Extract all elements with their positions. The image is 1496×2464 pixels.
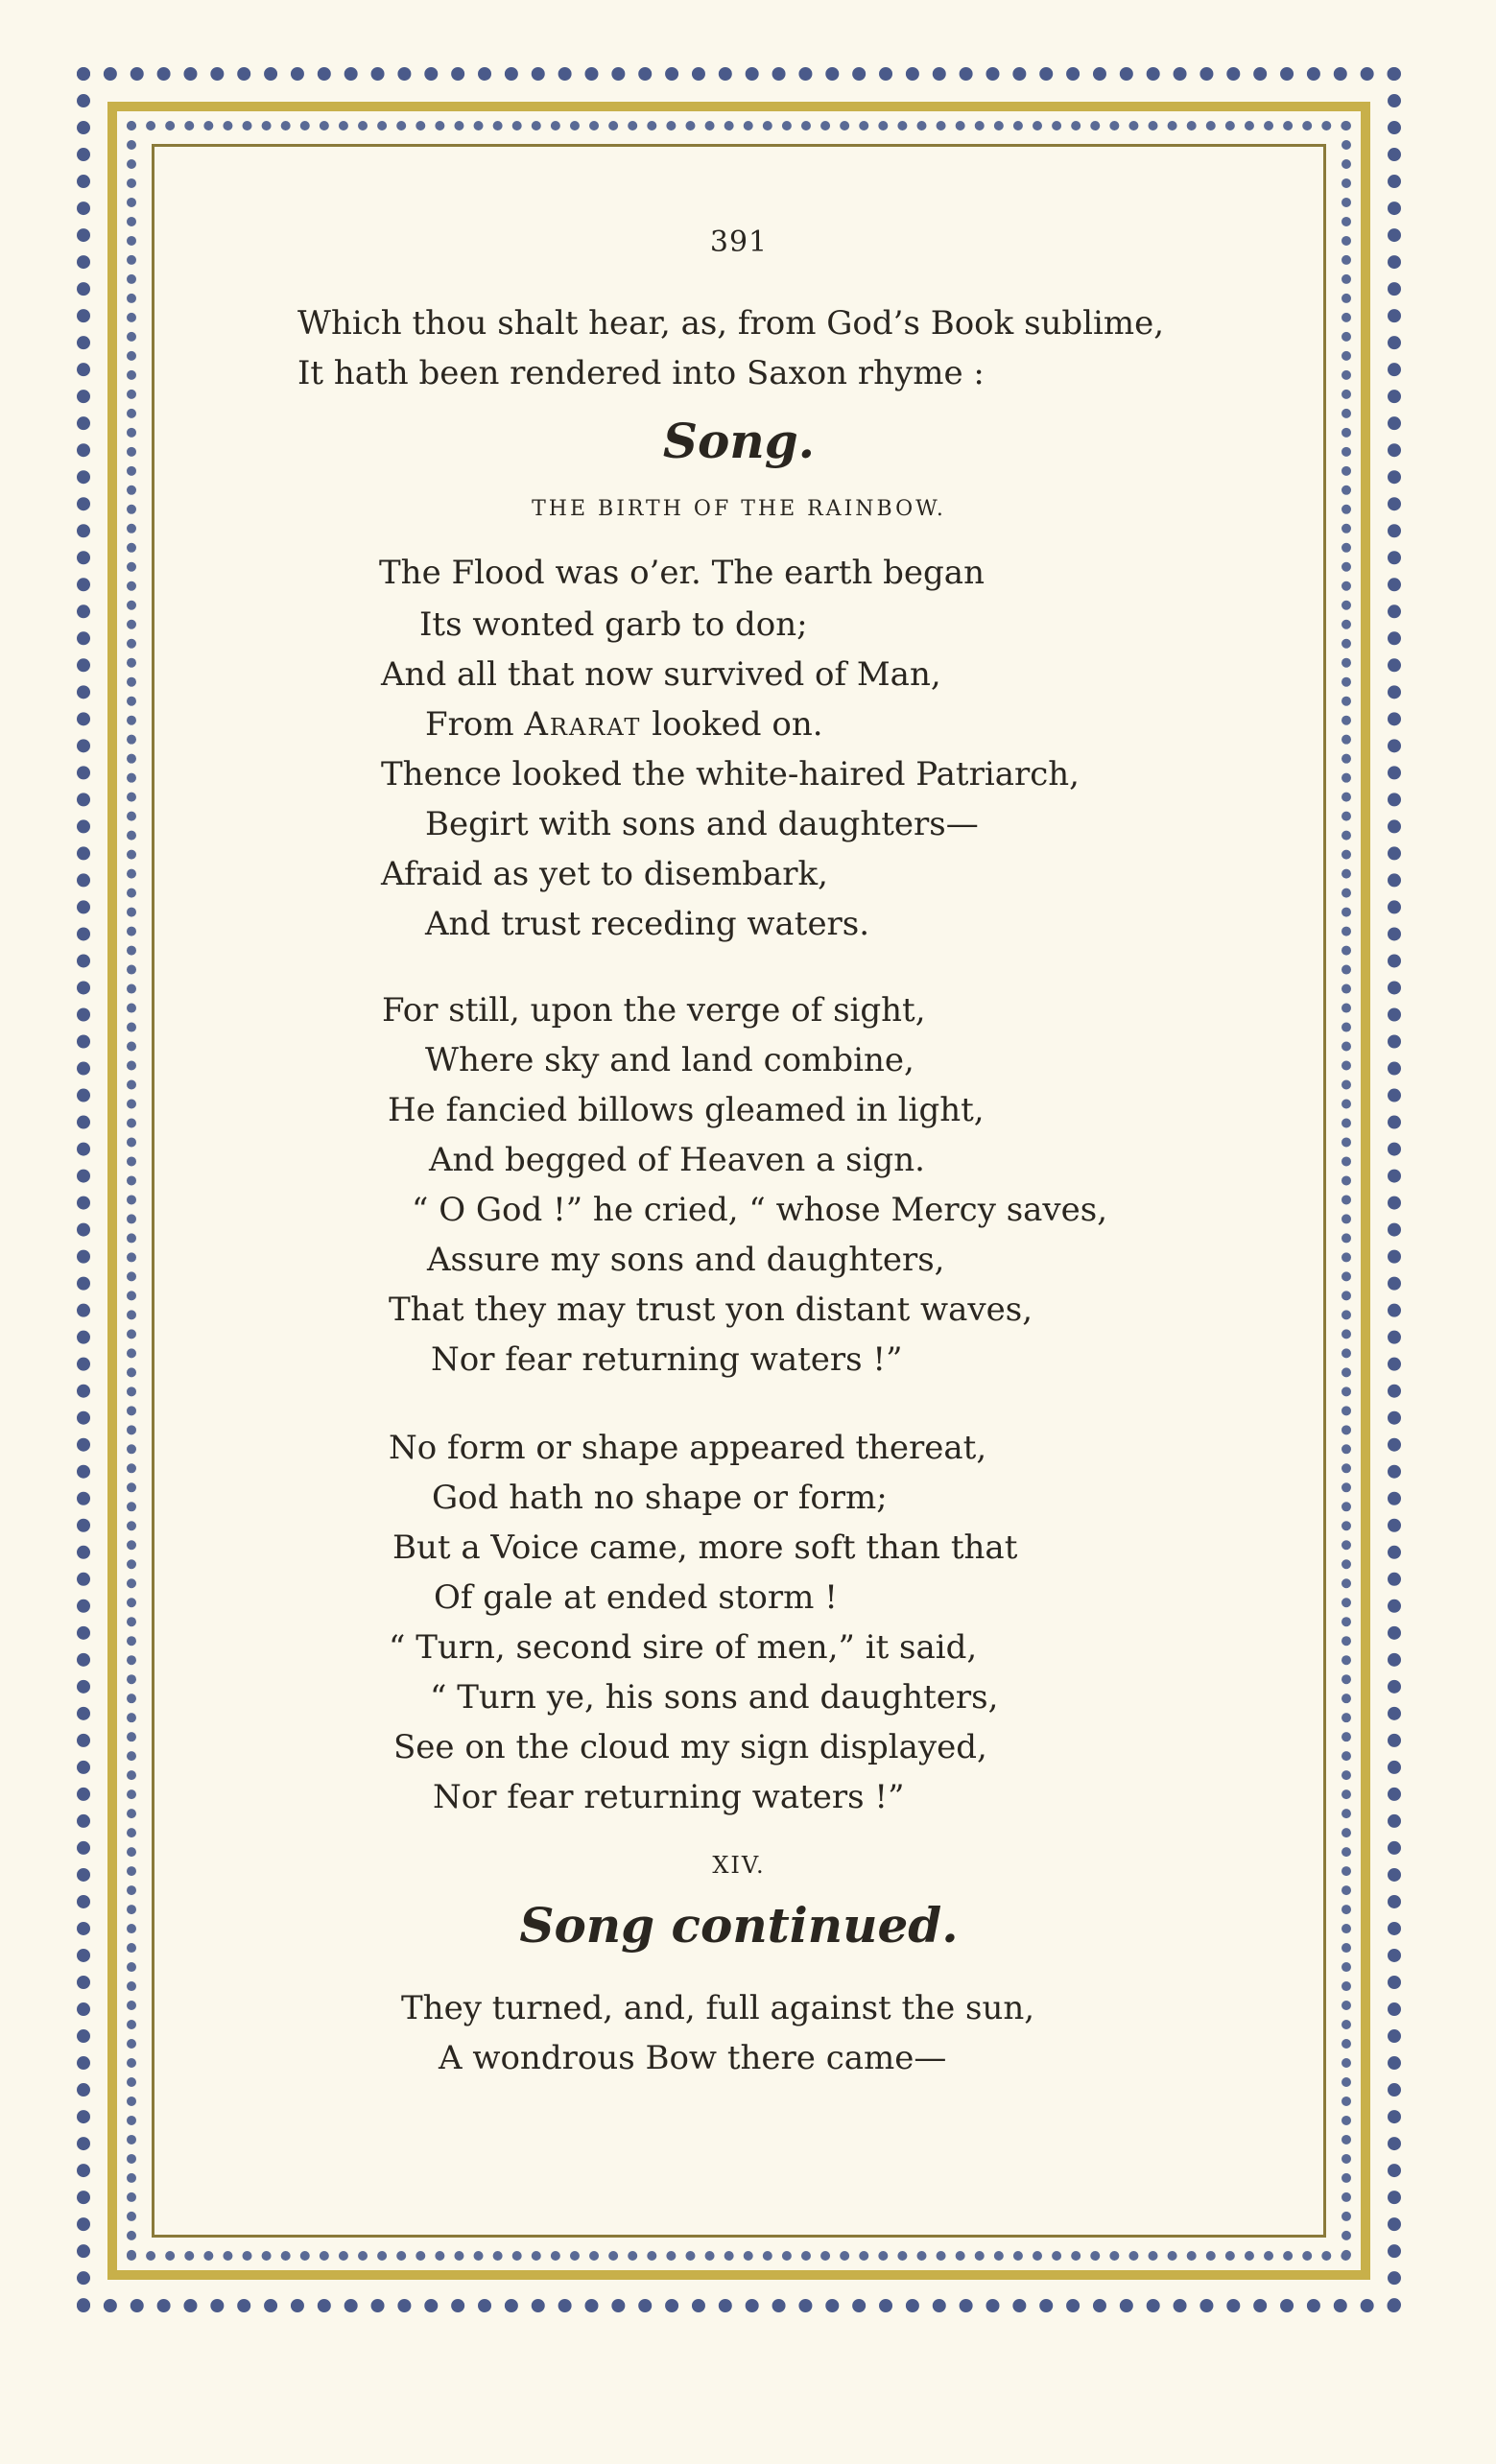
verse-line: No form or shape appeared thereat,	[389, 1429, 987, 1467]
verse-line: Its wonted garb to don;	[419, 605, 808, 644]
verse-line	[425, 705, 823, 744]
verse-text: looked on.	[641, 705, 823, 744]
verse-line: See on the cloud my sign displayed,	[393, 1728, 987, 1766]
verse-line: God hath no shape or form;	[432, 1479, 888, 1517]
verse-line: They turned, and, full against the sun,	[401, 1989, 1035, 2027]
verse-line: “ O God !” he cried, “ whose Mercy saves,	[412, 1191, 1108, 1229]
place-name: Ararat	[524, 705, 642, 744]
intro-line: It hath been rendered into Saxon rhyme :	[297, 354, 985, 392]
intro-line: Which thou shalt hear, as, from God’s Book sublime,	[297, 304, 1165, 343]
verse-line: Nor fear returning waters !”	[431, 1340, 903, 1379]
verse-line: He fancied billows gleamed in light,	[388, 1091, 985, 1129]
verse-line: Assure my sons and daughters,	[427, 1241, 945, 1279]
verse-line: And all that now survived of Man,	[381, 655, 941, 694]
verse-line: The Flood was o’er. The earth began	[379, 554, 985, 592]
verse-line: And trust receding waters.	[425, 905, 870, 943]
verse-line: Afraid as yet to disembark,	[381, 855, 828, 893]
verse-line: For still, upon the verge of sight,	[382, 991, 926, 1030]
verse-text: From	[425, 705, 525, 744]
page-content	[192, 182, 1286, 2197]
section-numeral: XIV.	[712, 1852, 766, 1879]
verse-line: Of gale at ended storm !	[434, 1578, 838, 1617]
verse-line: That they may trust yon distant waves,	[389, 1291, 1033, 1329]
verse-line: Where sky and land combine,	[425, 1041, 914, 1079]
verse-line: A wondrous Bow there came—	[439, 2039, 947, 2077]
verse-line: And begged of Heaven a sign.	[429, 1141, 925, 1179]
verse-line: Begirt with sons and daughters—	[425, 805, 979, 843]
verse-line: “ Turn, second sire of men,” it said,	[389, 1628, 978, 1667]
verse-line: “ Turn ye, his sons and daughters,	[430, 1678, 999, 1717]
verse-line: But a Voice came, more soft than that	[392, 1528, 1018, 1567]
verse-line: Nor fear returning waters !”	[433, 1778, 905, 1816]
page-number: 391	[709, 225, 769, 259]
song-continued-heading: Song continued.	[519, 1897, 959, 1954]
song-heading: Song.	[662, 413, 816, 469]
song-subtitle: THE BIRTH OF THE RAINBOW.	[532, 497, 946, 521]
verse-line: Thence looked the white-haired Patriarch,	[381, 755, 1080, 794]
